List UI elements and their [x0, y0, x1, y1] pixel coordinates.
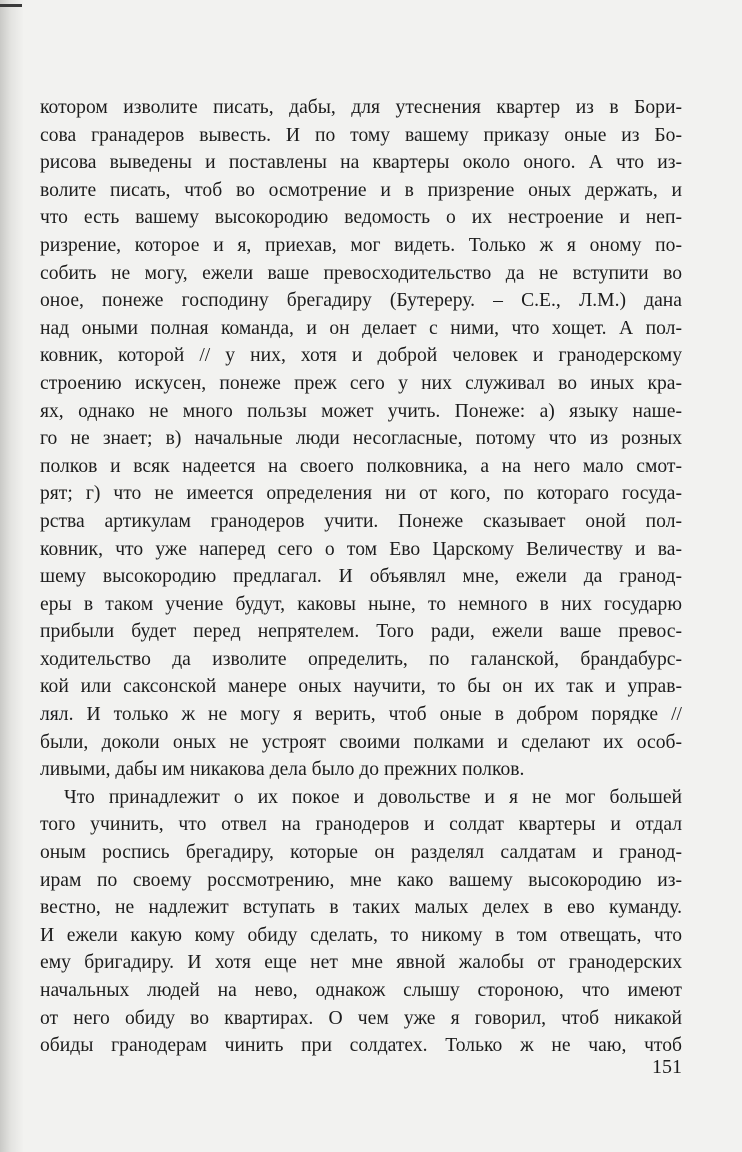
body-text [40, 94, 682, 1060]
text-line: еры в таком учение будут, каковы ныне, то немного в них государю [40, 593, 682, 615]
text-line: ризрение, которое и я, приехав, мог видеть. Только ж я оному по- [40, 234, 682, 256]
text-line: сова гранадеров вывесть. И по тому вашему приказу оные из Бо- [40, 124, 682, 146]
text-line: от него обиду во квартирах. О чем уже я говорил, чтоб никакой [40, 1007, 682, 1029]
text-line: были, доколи оных не устроят своими полками и сделают их особ- [40, 731, 682, 753]
text-line: котором изволите писать, дабы, для утеснения квартер из в Бори- [40, 97, 682, 118]
text-line: ливыми, дабы им никакова дела было до прежних полков. [40, 759, 525, 781]
text-line: кой или саксонской манере оных научити, то бы он их так и управ- [40, 676, 682, 698]
text-line: ирам по своему россмотрению, мне како вашему высокородию из- [40, 869, 682, 891]
text-line: волите писать, чтоб во осмотрение и в призрение оных держать, и [40, 179, 682, 201]
text-line: собить не могу, ежели ваше превосходительство да не вступити во [40, 262, 682, 284]
text-line: оное, понеже господину брегадиру (Бутереру. – С.Е., Л.М.) дана [40, 290, 682, 312]
page-gutter-shadow [0, 0, 24, 1152]
page-number: 151 [652, 1056, 682, 1078]
text-line: рства артикулам гранодеров учити. Понеже сказывает оной пол- [40, 510, 682, 532]
text-line: полков и всяк надеется на своего полковника, а на него мало смот- [40, 455, 682, 477]
text-line: оным роспись брегадиру, которые он разделял салдатам и гранод- [40, 842, 682, 864]
text-line: рисова выведены и поставлены на квартеры около оного. А что из- [40, 152, 682, 174]
text-line: того учинить, что отвел на гранодеров и солдат квартеры и отдал [40, 814, 682, 836]
text-line: ковник, которой // у них, хотя и доброй человек и гранодерскому [40, 345, 682, 367]
text-line: над оными полная команда, и он делает с ними, что хощет. А пол- [40, 317, 682, 339]
text-line: строению искусен, понеже преж сего у них служивал во иных кра- [40, 372, 682, 394]
text-line: ему бригадиру. И хотя еще нет мне явной жалобы от гранодерских [40, 952, 682, 974]
text-line: прибыли будет перед непрятелем. Того ради, ежели ваше превос- [40, 621, 682, 643]
text-line: ковник, что уже наперед сего о том Ево Царскому Величеству и ва- [40, 538, 682, 560]
text-line: лял. И только ж не могу я верить, чтоб оные в добром порядке // [40, 704, 682, 726]
text-line: И ежели какую кому обиду сделать, то никому в том отвещать, что [40, 924, 682, 946]
text-line: обиды гранодерам чинить при солдатех. Только ж не чаю, чтоб [40, 1035, 682, 1057]
text-line: вестно, не надлежит вступать в таких малых делех в ево куманду. [40, 897, 682, 919]
text-line: ходительство да изволите определить, по галанской, брандабурс- [40, 648, 682, 670]
text-line: начальных людей на нево, однакож слышу стороною, что имеют [40, 980, 682, 1001]
text-line: Что принадлежит о их покое и довольстве и я не мог большей [64, 786, 682, 808]
text-line: ях, однако не много пользы может учить. Понеже: а) языку наше- [40, 400, 682, 422]
text-line: рят; г) что не имеется определения ни от кого, по котораго госуда- [40, 483, 682, 505]
scan-corner-mark [0, 4, 22, 7]
text-line: что есть вашему высокородию ведомость о их нестроение и неп- [40, 207, 682, 229]
text-line: шему высокородию предлагал. И объявлял мне, ежели да гранод- [40, 566, 682, 588]
text-line: го не знает; в) начальные люди несогласные, потому что из розных [40, 428, 682, 450]
